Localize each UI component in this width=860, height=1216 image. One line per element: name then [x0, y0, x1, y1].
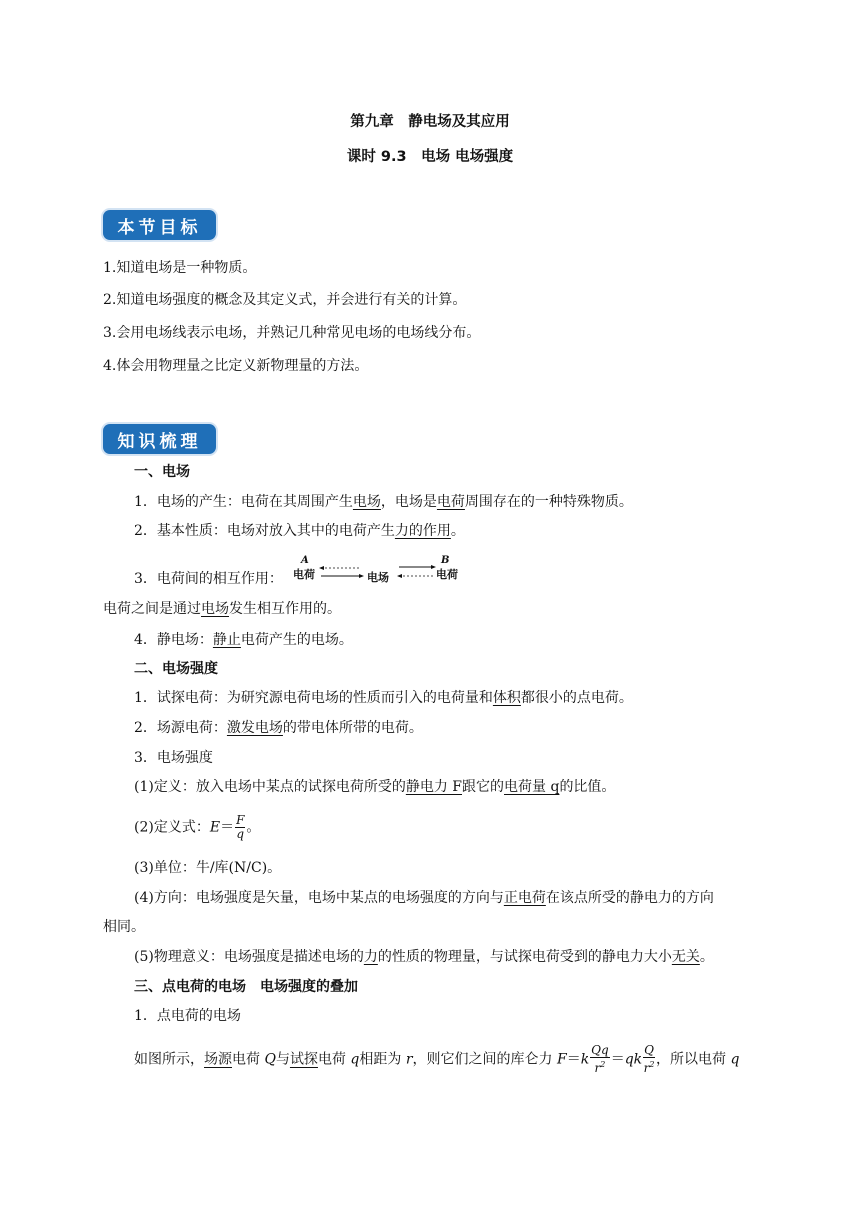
fraction: $\frac{Q}{r^2}$: [643, 1043, 655, 1075]
fraction: $\frac{Qq}{r^2}$: [591, 1043, 609, 1075]
text-line: (5)物理意义：电场强度是描述电场的力的性质的物理量，与试探电荷受到的静电力大小无关。: [134, 949, 714, 965]
section-heading: 三、点电荷的电场 电场强度的叠加: [134, 979, 358, 995]
text-line: 3．电荷间的相互作用：: [134, 571, 283, 587]
goal-item: 1.知道电场是一种物质。: [103, 260, 257, 276]
label-b: B: [441, 555, 450, 566]
interaction-diagram: [291, 552, 466, 588]
text-line: 相同。: [103, 919, 145, 935]
text-line: 1．试探电荷：为研究源电荷电场的性质而引入的电荷量和体积都很小的点电荷。: [134, 690, 633, 706]
text-line: 3．电场强度: [134, 750, 213, 766]
goal-item: 3.会用电场线表示电场，并熟记几种常见电场的电场线分布。: [103, 325, 481, 341]
label-a: A: [301, 555, 309, 566]
text-line: 1．电场的产生：电荷在其周围产生电场，电场是电荷周围存在的一种特殊物质。: [134, 494, 633, 510]
text-line: 4．静电场：静止电荷产生的电场。: [134, 632, 353, 648]
formula-line: 如图所示，场源电荷 Q与试探电荷 q相距为 r，则它们之间的库仑力 F＝k $\frac{Qq}{r^2}$ ＝qk $\frac{Q}{r^2}$ ，所以电荷 q: [134, 1043, 740, 1075]
text-line: 2．场源电荷：激发电场的带电体所带的电荷。: [134, 720, 423, 736]
text-line: 2．基本性质：电场对放入其中的电荷产生力的作用。: [134, 523, 465, 539]
fraction: $\frac{F}{q}$: [236, 813, 245, 841]
node-left-charge: 电荷: [293, 568, 315, 581]
lesson-title: 课时 9.3 电场 电场强度: [346, 149, 514, 165]
goal-item: 4.体会用物理量之比定义新物理量的方法。: [103, 358, 369, 374]
text-line: 电荷之间是通过电场发生相互作用的。: [103, 601, 341, 617]
text-line: (3)单位：牛/库(N/C)。: [134, 860, 282, 876]
chapter-title: 第九章 静电场及其应用: [350, 114, 510, 130]
section-heading: 一、电场: [134, 464, 190, 480]
node-right-charge: 电荷: [436, 568, 458, 581]
text-line: 1．点电荷的电场: [134, 1008, 241, 1024]
knowledge-badge: 知识梳理: [103, 424, 216, 454]
goal-item: 2.知道电场强度的概念及其定义式，并会进行有关的计算。: [103, 292, 467, 308]
node-field: 电场: [367, 571, 389, 584]
text-line: (1)定义：放入电场中某点的试探电荷所受的静电力 F跟它的电荷量 q的比值。: [134, 779, 616, 795]
section-heading: 二、电场强度: [134, 661, 218, 677]
text-line: (4)方向：电场强度是矢量，电场中某点的电场强度的方向与正电荷在该点所受的静电力的方向: [134, 890, 714, 906]
formula-line: (2)定义式：E＝ $\frac{F}{q}$ 。: [134, 813, 261, 841]
goals-badge: 本节目标: [103, 210, 216, 240]
